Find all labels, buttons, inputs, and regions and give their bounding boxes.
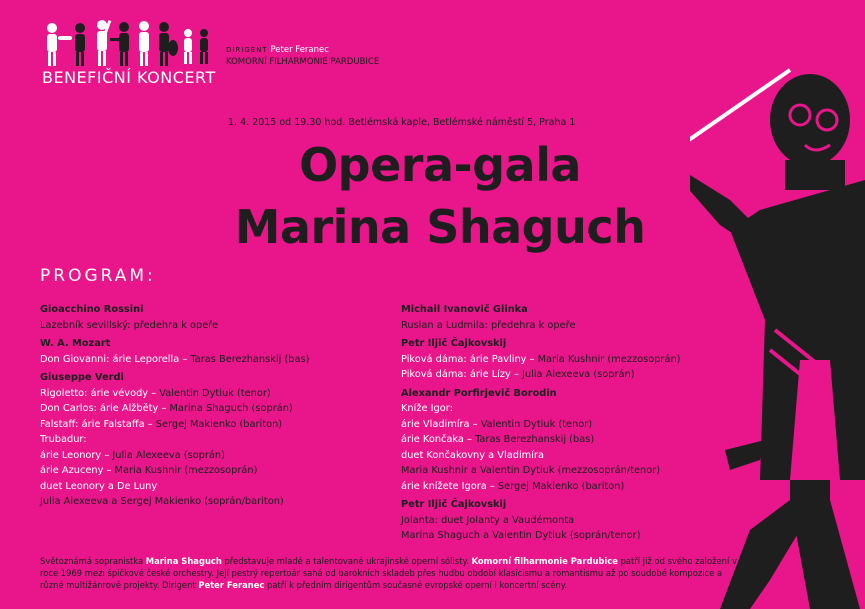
footer-text-part: patří již od svého založení v roce 1969 mezi špičkové české orchestry. Její pestrý repertoár sahá od barokních skladeb přes hudbu období klasicismu a romantismu až po soudobé kompozice a různé multižánrové projekty. Dirigent bbox=[40, 556, 737, 590]
director-name: Peter Feranec bbox=[270, 45, 329, 55]
performer: Lazebník sevillský: předehra k opeře bbox=[40, 319, 219, 331]
footer-highlight: Komorní filharmonie Pardubice bbox=[471, 556, 618, 566]
work-title: Falstaff: árie Falstaffa – bbox=[40, 418, 156, 430]
work-title: Don Carlos: árie Alžběty – bbox=[40, 403, 170, 414]
performer: Ruslan a Ludmila: předehra k opeře bbox=[401, 319, 576, 331]
footer-text-part: patří k předním dirigentům současné evropské operní i koncertní scény. bbox=[264, 580, 568, 590]
composer-name: Petr Iljič Čajkovskij bbox=[401, 338, 507, 349]
director-info bbox=[226, 44, 379, 68]
work-title: Piková dáma: árie Lízy – bbox=[401, 369, 522, 380]
performer: Sergej Makienko (bariton) bbox=[497, 480, 625, 492]
program-column-left bbox=[40, 302, 309, 510]
program-item bbox=[40, 494, 309, 510]
performer: Maria Kushnir (mezzosoprán) bbox=[114, 465, 258, 476]
program-item bbox=[40, 352, 309, 368]
program-item bbox=[401, 528, 680, 544]
program-item bbox=[401, 401, 680, 417]
program-item bbox=[401, 432, 680, 448]
program-item bbox=[40, 432, 309, 448]
footer-text bbox=[40, 555, 740, 591]
composer-name: Gioacchino Rossini bbox=[40, 304, 144, 315]
program-item bbox=[40, 318, 309, 334]
performer: Maria Kushnir (mezzosoprán) bbox=[537, 353, 681, 365]
program-item bbox=[401, 479, 680, 495]
performer: Valentin Dytiuk (tenor) bbox=[159, 387, 271, 399]
performer: Taras Berezhanskij (bas) bbox=[475, 434, 595, 445]
program-item bbox=[40, 448, 309, 464]
work-title: Rigoletto: árie vévody – bbox=[40, 387, 160, 399]
program-item bbox=[401, 448, 680, 464]
performer: Jolanta: duet Jolanty a Vaudémonta bbox=[401, 514, 575, 526]
performer: Julia Alexeeva a Sergej Makienko (soprán/bariton) bbox=[40, 496, 284, 507]
program-item bbox=[40, 463, 309, 479]
program-item bbox=[401, 318, 680, 334]
work-title: Piková dáma: árie Pavliny – bbox=[401, 353, 538, 365]
program-item bbox=[401, 463, 680, 479]
orchestra-name: KOMORNÍ FILHARMONIE PARDUBICE bbox=[226, 57, 380, 67]
page-title: Opera-gala bbox=[299, 138, 581, 192]
work-title: árie Vladimíra – bbox=[401, 418, 481, 430]
program-item bbox=[40, 401, 309, 417]
footer-highlight: Marina Shaguch bbox=[145, 556, 222, 566]
program-item bbox=[40, 417, 309, 433]
performer: Valentin Dytiuk (tenor) bbox=[480, 418, 593, 430]
work-title: duet Končakovny a Vladimíra bbox=[401, 449, 544, 461]
composer-name: Petr Iljič Čajkovskij bbox=[401, 499, 507, 510]
composer-name: Alexandr Porfirjevič Borodin bbox=[401, 387, 557, 399]
logo-title: BENEFIČNÍ KONCERT bbox=[42, 68, 216, 87]
footer-highlight: Peter Feranec bbox=[198, 580, 265, 590]
performer: Taras Berezhanskij (bas) bbox=[190, 353, 310, 365]
program-item bbox=[401, 417, 680, 433]
program-item bbox=[40, 479, 309, 495]
program-item bbox=[40, 386, 309, 402]
work-title: árie Azuceny – bbox=[40, 465, 115, 476]
work-title: Kníže Igor: bbox=[401, 403, 453, 414]
footer-text-part: představuje mladé a talentované ukrajinské operní sólisty. bbox=[221, 556, 472, 566]
performer: Marina Shaguch (soprán) bbox=[169, 403, 293, 414]
work-title: árie Končaka – bbox=[401, 434, 476, 445]
program-column-right bbox=[401, 302, 680, 544]
program-item bbox=[401, 352, 680, 368]
program-item bbox=[401, 513, 680, 529]
performer: Sergej Makienko (bariton) bbox=[155, 418, 283, 430]
work-title: Don Giovanni: árie Leporella – bbox=[40, 353, 191, 365]
program-item bbox=[401, 367, 680, 383]
director-label: DIRIGENT bbox=[226, 46, 268, 54]
performer: Julia Alexeeva (soprán) bbox=[521, 369, 635, 380]
event-info: 1. 4. 2015 od 19.30 hod. Betlémská kaple, Betlémské náměstí 5, Praha 1 bbox=[228, 117, 576, 128]
composer-name: Giuseppe Verdi bbox=[40, 372, 124, 383]
work-title: árie knížete Igora – bbox=[401, 480, 498, 492]
work-title: Trubadur: bbox=[40, 434, 87, 445]
performer: Julia Alexeeva (soprán) bbox=[112, 449, 225, 461]
performer: Marina Shaguch a Valentin Dytiuk (soprán/tenor) bbox=[401, 530, 641, 541]
composer-name: W. A. Mozart bbox=[40, 338, 111, 349]
performer: Maria Kushnir a Valentin Dytiuk (mezzosoprán/tenor) bbox=[401, 465, 661, 476]
page-subtitle: Marina Shaguch bbox=[234, 200, 646, 254]
conductor-silhouette-icon bbox=[690, 60, 865, 609]
orchestra-figures-icon bbox=[40, 18, 220, 68]
footer-text-part: Světoznámá sopranistka bbox=[40, 556, 146, 566]
work-title: duet Leonory a De Luny bbox=[40, 480, 158, 492]
work-title: árie Leonory – bbox=[40, 449, 113, 461]
composer-name: Michail Ivanovič Glinka bbox=[401, 304, 528, 315]
program-heading: PROGRAM: bbox=[40, 266, 156, 286]
